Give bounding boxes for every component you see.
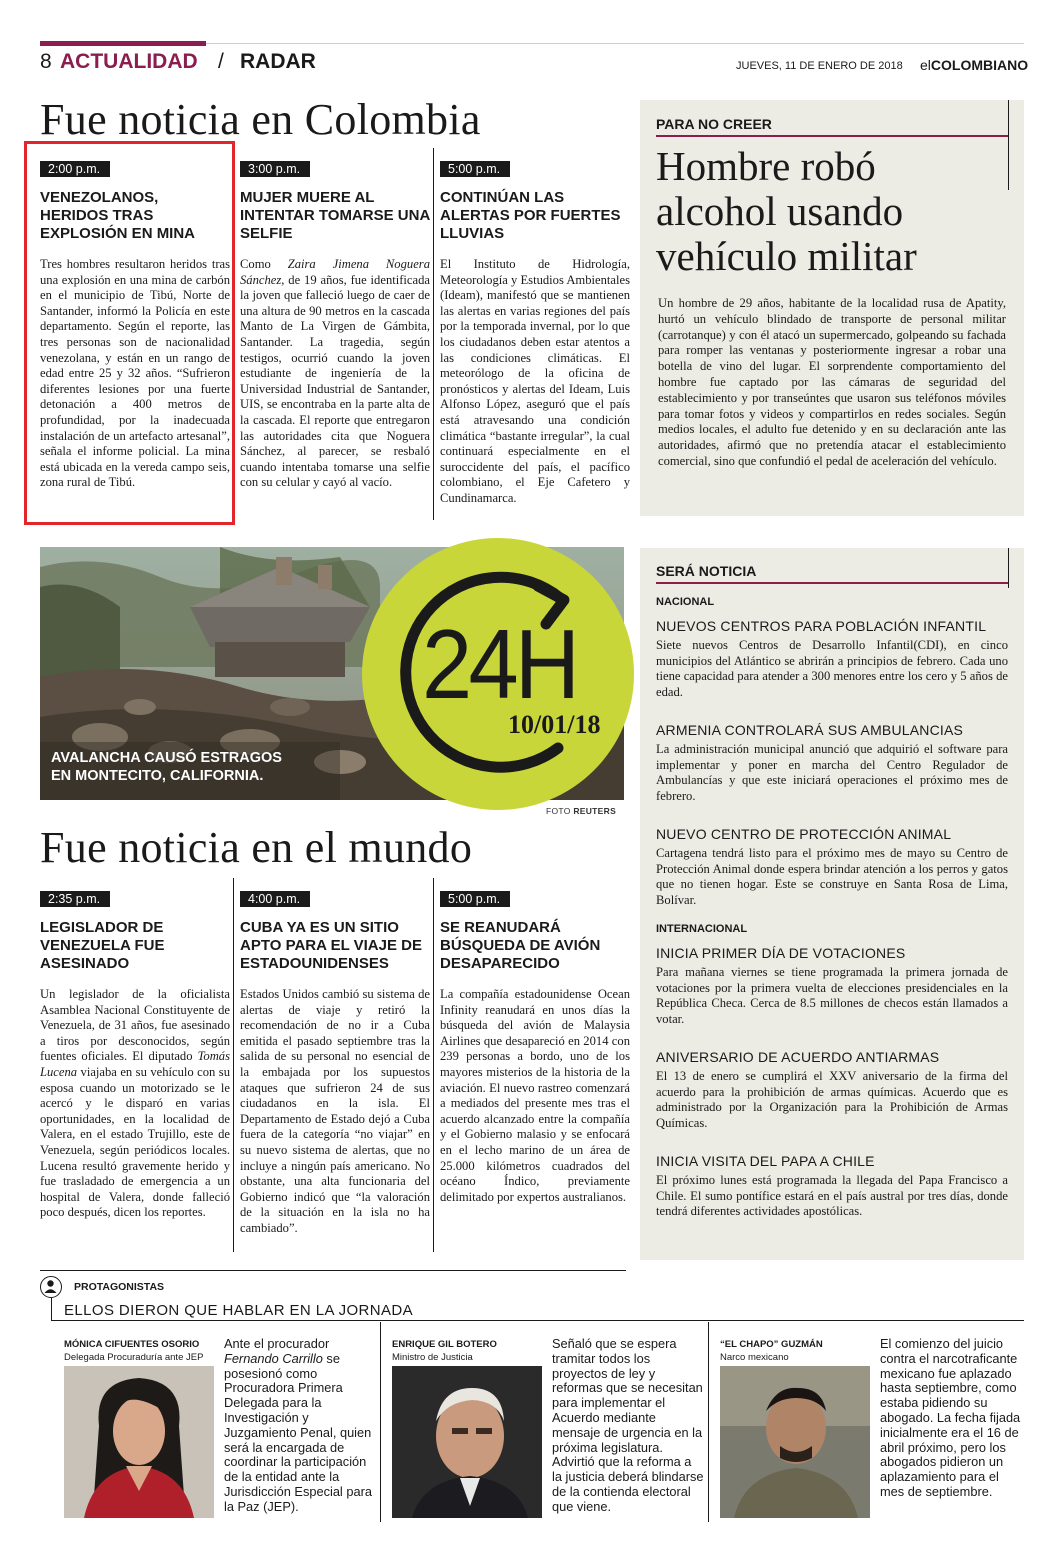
section-name: ACTUALIDAD: [60, 50, 198, 73]
story-headline: MUJER MUERE AL INTENTAR TOMARSE UNA SELFIE: [240, 189, 430, 242]
header-rule: [206, 43, 1024, 44]
colombia-story-2: [240, 158, 430, 491]
highlight-box: [24, 141, 235, 525]
time-badge: 5:00 p.m.: [440, 161, 510, 177]
story-headline: SE REANUDARÁ BÚSQUEDA DE AVIÓN DESAPARECIDO: [440, 919, 601, 972]
column-divider: [380, 1322, 381, 1522]
column-divider: [233, 878, 234, 1252]
sera-noticia-panel: [640, 548, 1024, 1260]
protagonistas-connector: [51, 1298, 52, 1320]
story-body: Estados Unidos cambió su sistema de alertas de viaje y retiró la recomendación de no ir a Cuba emitida el pasado septiembre tras la salida de su personal no esencial de la embajada por los supuestos ataques que sufrieron 24 de sus ciudadanos en la isla. El Departamento de Estado dejó a Cuba fuera de la categoría “no viajar” en su nuevo sistema de alertas, que no incluye a ningún país americano. No obstante, una alta funcionaria del Gobierno indicó que “la valoración de la situación en la isla no ha cambiado”.: [240, 987, 430, 1235]
news-brief-title: INICIA VISITA DEL PAPA A CHILE: [656, 1153, 875, 1169]
story-headline: CUBA YA ES UN SITIO APTO PARA EL VIAJE DE ESTADOUNIDENSES: [240, 919, 422, 972]
protagonistas-rule: [51, 1320, 1024, 1321]
photo-credit: FOTO REUTERS: [546, 806, 617, 816]
story-body: La compañía estadounidense Ocean Infinity reanudará en unos días la búsqueda del avión de Malaysia Airlines que desapareció en 2014 con 239 personas a bordo, uno de los mayores misterios de la historia de la aviación. El nuevo rastreo comenzará a mediados del presente mes tras el acuerdo alcanzado entre la compañía y el Gobierno malasio y se enfocará en el lecho marino de un área de 25.000 kilómetros cuadrados del océano Índico, previamente delimitado por expertos australianos.: [440, 987, 630, 1204]
news-brief-title: ANIVERSARIO DE ACUERDO ANTIARMAS: [656, 1049, 940, 1065]
person-name: MÓNICA CIFUENTES OSORIO: [64, 1339, 200, 1350]
person-role: Delegada Procuraduría ante JEP: [64, 1352, 204, 1363]
story-headline: CONTINÚAN LAS ALERTAS POR FUERTES LLUVIAS: [440, 189, 621, 242]
person-portrait: [720, 1366, 870, 1518]
news-brief-body: Siete nuevos Centros de Desarrollo Infantil(CDI), en cinco municipios del Atlántico se abrirán a principios de febrero. Cada uno tiene capacidad para atender a 300 menores entre los cero y 5 años de edad.: [656, 638, 1008, 699]
person-name: ENRIQUE GIL BOTERO: [392, 1339, 497, 1350]
colombia-section-title: Fue noticia en Colombia: [40, 95, 481, 144]
news-brief-body: La administración municipal anunció que adquirió el software para implementar y poner en marcha del Centro Regulador de Ambulancías y que este iniciará operaciones el próximo mes de febrero.: [656, 742, 1008, 803]
panel-edge-rule: [1008, 548, 1009, 588]
news-brief-body: Cartagena tendrá listo para el próximo mes de mayo su Centro de Protección Animal donde espera brindar atención a los perros y gatos que no tienen hogar. Este se construye en Santa Rosa de Lima, Bolívar.: [656, 846, 1008, 907]
news-brief-body: Para mañana viernes se tiene programada la primera jornada de votaciones por la primera vuelta de elecciones presidenciales en la República Checa. Cerca de 8.5 millones de checos están llamados a votar.: [656, 965, 1008, 1026]
news-brief-body: El próximo lunes está programada la llegada del Papa Francisco a Chile. El sumo pontífice estará en el país austral por tres días, donde tendrá diferentes actividades apostólicas.: [656, 1173, 1008, 1219]
time-badge: 3:00 p.m.: [240, 161, 310, 177]
para-no-creer-panel: [640, 100, 1024, 516]
colombia-story-3: [440, 158, 630, 507]
protagonistas-title: ELLOS DIERON QUE HABLAR EN LA JORNADA: [64, 1302, 414, 1319]
story-headline: VENEZOLANOS, HERIDOS TRAS EXPLOSIÓN EN MINA: [40, 189, 196, 242]
news-brief-title: NUEVOS CENTROS PARA POBLACIÓN INFANTIL: [656, 618, 987, 634]
time-badge: 4:00 p.m.: [240, 891, 310, 907]
story-body: Un legislador de la oficialista Asamblea Nacional Constituyente de Venezuela, de 31 años, fue asesinado a tiros por desconocidos, según fuentes oficiales. El diputado Tomás Lucena viajaba en su vehículo con su esposa cuando un motorizado se le acercó y le disparó en varias oportunidades, en la localidad de Valera, en el estado Trujillo, este de Venezuela, según periódicos locales. Lucena resultó gravemente herido y fue trasladado de emergencia a un hospital de Valera, donde falleció poco después, dicen los reportes.: [40, 987, 230, 1220]
news-brief-body: El 13 de enero se cumplirá el XXV aniversario de la firma del acuerdo para la prohibición de armas químicas. Acuerdo que es administrado por la Organización para la Prohibición de Armas Químicas.: [656, 1069, 1008, 1130]
person-portrait: [392, 1366, 542, 1518]
person-statement: Ante el procurador Fernando Carrillo se posesionó como Procuradora Primera Delegada para la Investigación y Juzgamiento Penal, quien será la encargada de coordinar la participación de la entidad ante la Jurisdicción Especial para la Paz (JEP).: [224, 1336, 372, 1514]
panel-body: Un hombre de 29 años, habitante de la localidad rusa de Apatity, hurtó un vehículo blindado de transporte de personal militar (carrotanque) y con él atacó un supermercado, golpeando su fachada para romper las ventanas y posteriormente ingresar a robar una botella de vino del lugar. El sorprendente comportamiento del hombre fue captado por las cámaras de seguridad del establecimiento y por transeúntes que usaron sus teléfonos móviles para tomar fotos y videos y compartirlos en redes sociales. Según medios locales, el adulto fue detenido y en su declaración ante las autoridades, afirmó que no pretendía atacar el establecimiento comercial, sino que confundió el pedal de aceleración del vehículo.: [658, 296, 1006, 468]
person-name: “EL CHAPO” GUZMÁN: [720, 1339, 823, 1350]
mundo-section-title: Fue noticia en el mundo: [40, 823, 473, 872]
24h-badge: [360, 536, 636, 812]
mundo-story-3: [440, 888, 630, 1205]
person-portrait: [64, 1366, 214, 1518]
protagonistas-label: PROTAGONISTAS: [74, 1281, 165, 1293]
story-body: El Instituto de Hidrología, Meteorología y Estudios Ambientales (Ideam), manifestó que se mantienen las alertas en varias regiones del país por la temporada invernal, por lo que los ciudadanos deben estar atentos a las condiciones climáticas. El meteorólogo de la oficina de pronósticos y alertas del Ideam, Luis Alfonso López, aseguró que el país está atravesando una condición climática “bastante irregular”, la cual continuará especialmente en el suroccidente del país, el pacífico colombiano, el Eje Cafetero y Cundinamarca.: [440, 257, 630, 505]
mundo-story-2: [240, 888, 430, 1237]
protagonistas-top-rule: [40, 1270, 626, 1271]
person-statement: Señaló que se espera tramitar todos los proyectos de ley y reformas que se necesitan para implementar el Acuerdo mediante mensaje de urgencia en la próxima legislatura. Advirtió que la reforma a la justicia deberá blindarse de la contienda electoral que viene.: [552, 1336, 704, 1514]
news-brief-title: INICIA PRIMER DÍA DE VOTACIONES: [656, 945, 906, 961]
panel-edge-rule: [1008, 100, 1009, 190]
person-icon: [40, 1276, 62, 1298]
story-headline: LEGISLADOR DE VENEZUELA FUE ASESINADO: [40, 919, 165, 972]
mundo-story-1: [40, 888, 230, 1221]
story-body: Tres hombres resultaron heridos tras una explosión en una mina de carbón en el municipio de Tibú, Norte de Santander, informó la Policía en este departamento. Según el reporte, las tres personas son de nacionalidad venezolana, y están en un rango de edad entre 25 y 32 años. “Sufrieron diferentes lesiones por una fuerte detonación a 400 metros de profundidad, por la inadecuada instalación de un artefacto artesanal”, señala el informe policial. La mina está ubicada en la vereda campo seis, zona rural de Tibú.: [40, 257, 230, 490]
internacional-label: INTERNACIONAL: [656, 923, 748, 935]
section-separator: /: [218, 50, 224, 73]
time-badge: 2:00 p.m.: [40, 161, 110, 177]
column-divider: [433, 148, 434, 520]
panel-rule: [656, 582, 1008, 584]
badge-date: 10/01/18: [508, 710, 601, 739]
panel-tag: SERÁ NOTICIA: [656, 563, 757, 579]
section-accent-bar: [40, 41, 206, 46]
panel-title: Hombre robó alcohol usando vehículo militar: [656, 143, 917, 279]
nacional-label: NACIONAL: [656, 596, 715, 608]
news-brief-title: NUEVO CENTRO DE PROTECCIÓN ANIMAL: [656, 826, 952, 842]
person-role: Ministro de Justicia: [392, 1352, 473, 1363]
news-brief-title: ARMENIA CONTROLARÁ SUS AMBULANCIAS: [656, 722, 964, 738]
page-number: 8: [40, 50, 52, 73]
photo-caption: AVALANCHA CAUSÓ ESTRAGOS EN MONTECITO, CALIFORNIA.: [51, 750, 282, 784]
panel-rule: [656, 135, 1008, 137]
panel-tag: PARA NO CREER: [656, 116, 772, 132]
newspaper-brand: elCOLOMBIANO: [920, 57, 1029, 73]
subsection-name: RADAR: [240, 50, 316, 73]
person-role: Narco mexicano: [720, 1352, 789, 1363]
story-body: Como Zaira Jimena Noguera Sánchez, de 19 años, fue identificada la joven que falleció luego de caer de una altura de 90 metros en la cascada Manto de La Virgen de Gámbita, Santander. La tragedia, según testigos, ocurrió cuando la joven estudiante de ingeniería de la Universidad Industrial de Santander, UIS, se encontraba en la parte alta de la cascada. El reporte que entregaron las autoridades cita que Noguera Sánchez, al parecer, se resbaló cuando intentaba tomarse una selfie con su celular y cayó al vacío.: [240, 257, 430, 490]
issue-date: JUEVES, 11 DE ENERO DE 2018: [736, 60, 903, 72]
time-badge: 2:35 p.m.: [40, 891, 110, 907]
column-divider: [433, 878, 434, 1252]
column-divider: [708, 1322, 709, 1522]
person-statement: El comienzo del juicio contra el narcotraficante mexicano fue aplazado hasta septiembre, como estaba pidiendo su abogado. La fecha fijada inicialmente era el 16 de abril próximo, pero los abogados pidieron un aplazamiento para el mes de septiembre.: [880, 1336, 1021, 1499]
time-badge: 5:00 p.m.: [440, 891, 510, 907]
badge-text: 24H: [422, 609, 577, 719]
